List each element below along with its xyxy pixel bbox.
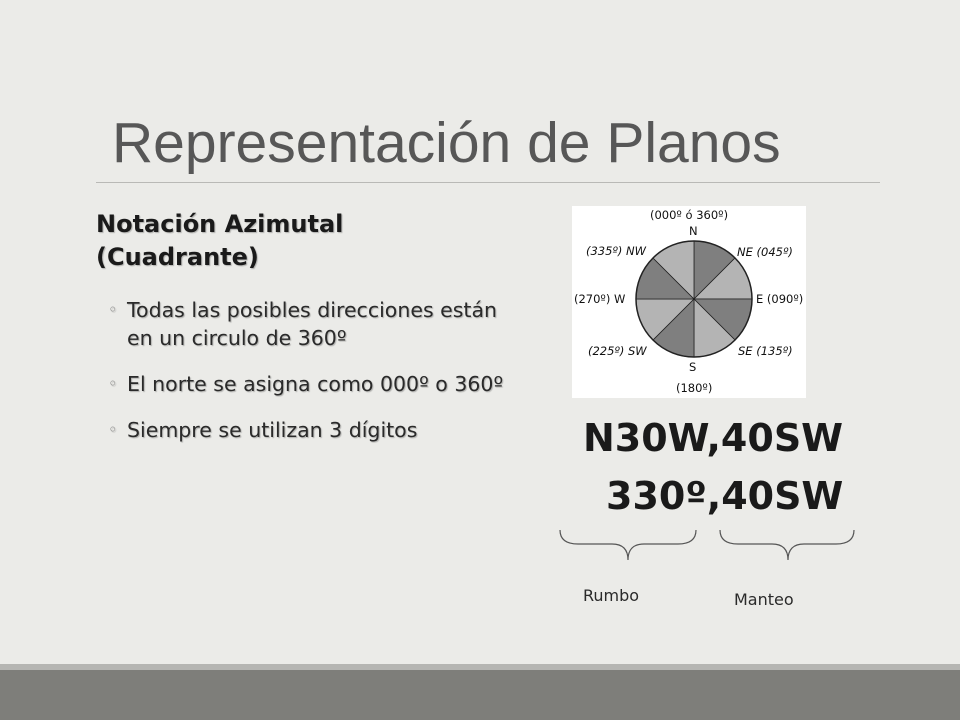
bullet-item	[108, 416, 528, 444]
brace-group	[550, 526, 860, 566]
label-west: (270º) W	[574, 292, 626, 306]
manteo-brace	[720, 530, 854, 560]
footer-bar	[0, 670, 960, 720]
label-southwest: (225º) SW	[588, 344, 647, 358]
bullet-item	[108, 370, 528, 398]
bullet-text: Siempre se utilizan 3 dígitos	[127, 418, 418, 442]
bullet-marker: ◦	[108, 420, 118, 439]
bullet-text: Todas las posibles direcciones están en un circulo de 360º	[127, 298, 498, 350]
label-manteo: Manteo	[734, 590, 794, 609]
label-east: E (090º)	[756, 292, 804, 306]
label-southeast: SE (135º)	[738, 344, 793, 358]
section-heading: Notación Azimutal (Cuadrante)	[96, 210, 344, 271]
bullet-text: El norte se asigna como 000º o 360º	[127, 372, 504, 396]
bullet-list	[108, 296, 528, 462]
label-rumbo: Rumbo	[583, 586, 640, 605]
label-south-degrees: (180º)	[676, 381, 713, 395]
bullet-item	[108, 296, 528, 352]
bullet-marker: ◦	[108, 374, 118, 393]
notation-azimuth: 330º,40SW	[606, 474, 844, 518]
label-south: S	[689, 360, 697, 374]
notation-quadrant: N30W,40SW	[583, 416, 844, 460]
title-divider	[96, 182, 880, 183]
label-northeast: NE (045º)	[737, 245, 793, 259]
bullet-marker: ◦	[108, 300, 118, 319]
label-northwest: (335º) NW	[586, 244, 646, 258]
rumbo-brace	[560, 530, 696, 560]
compass-rose-image	[572, 206, 806, 398]
slide-title: Representación de Planos	[112, 111, 781, 175]
label-north: N	[689, 224, 698, 238]
label-north-degrees: (000º ó 360º)	[650, 208, 729, 222]
